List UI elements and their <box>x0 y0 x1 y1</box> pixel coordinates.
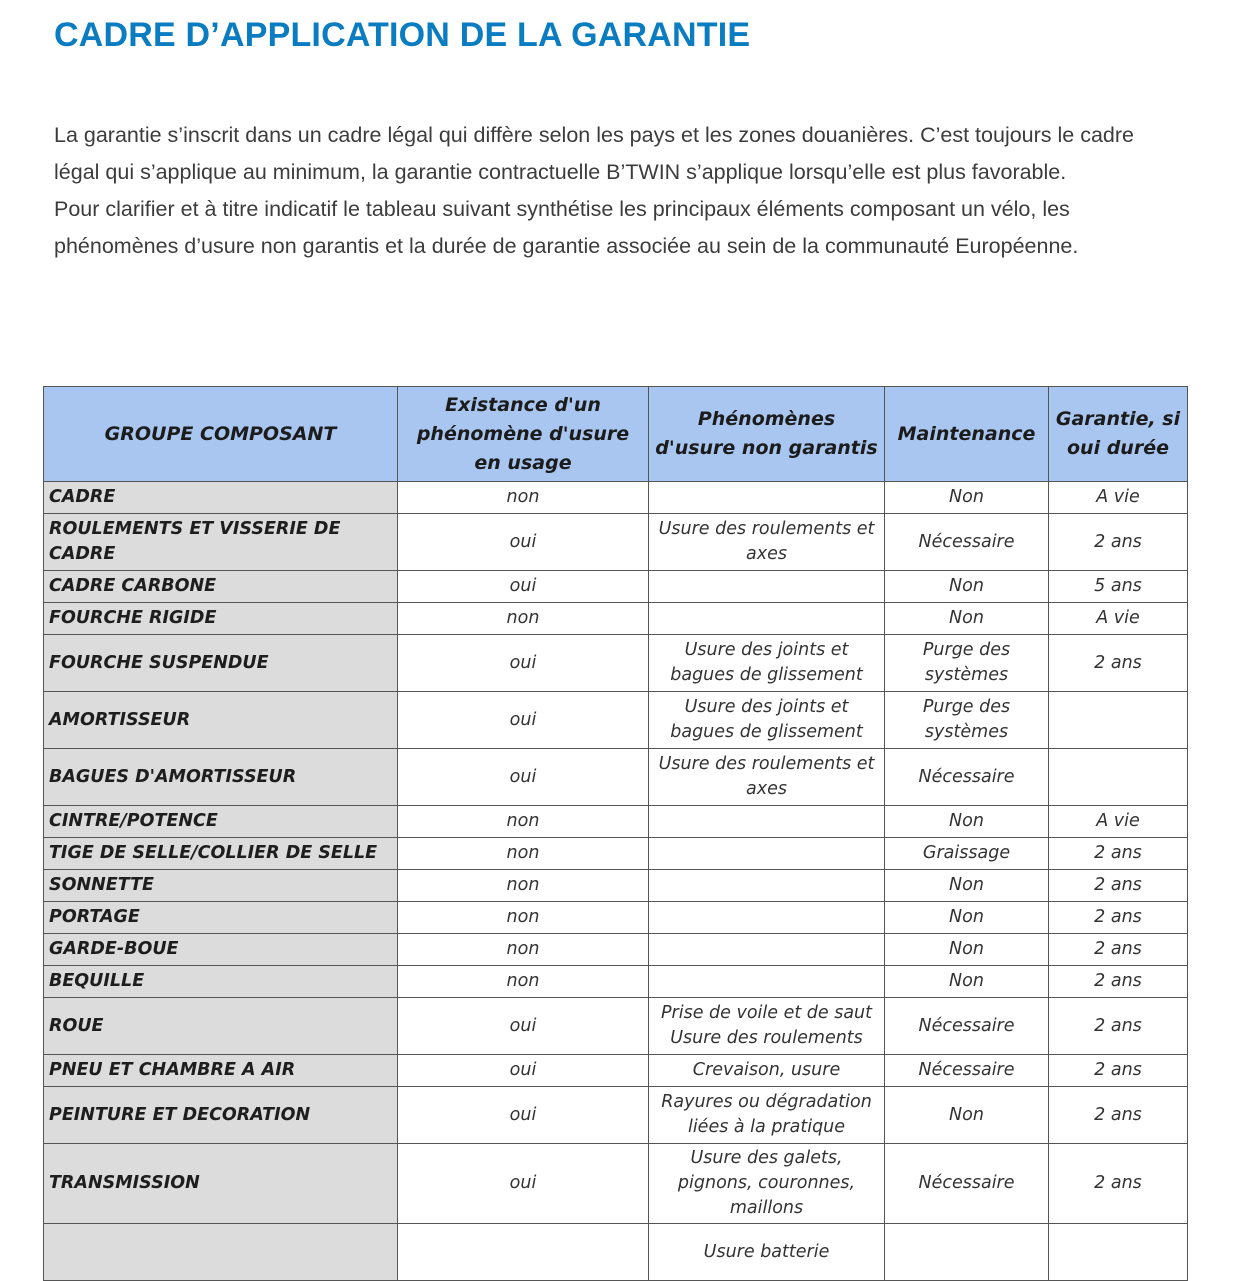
cell-maintenance: Nécessaire <box>885 1144 1049 1224</box>
cell-maintenance: Non <box>885 806 1049 838</box>
table-row <box>44 603 1188 635</box>
cell-maintenance: Nécessaire <box>885 998 1049 1055</box>
cell-existance-usure <box>398 1224 649 1281</box>
cell-phenomenes-usure: Rayures ou dégradation liées à la pratique <box>649 1087 885 1144</box>
cell-garantie: 2 ans <box>1049 1087 1188 1144</box>
table-row <box>44 482 1188 514</box>
cell-groupe-composant: TRANSMISSION <box>44 1144 398 1224</box>
cell-existance-usure: non <box>398 902 649 934</box>
cell-garantie: 2 ans <box>1049 635 1188 692</box>
cell-phenomenes-usure <box>649 838 885 870</box>
cell-maintenance <box>885 1224 1049 1281</box>
cell-maintenance: Non <box>885 870 1049 902</box>
header-maintenance: Maintenance <box>885 387 1049 482</box>
cell-existance-usure: oui <box>398 514 649 571</box>
cell-phenomenes-usure <box>649 934 885 966</box>
cell-groupe-composant: FOURCHE RIGIDE <box>44 603 398 635</box>
cell-groupe-composant: FOURCHE SUSPENDUE <box>44 635 398 692</box>
cell-groupe-composant: CADRE <box>44 482 398 514</box>
table-row <box>44 838 1188 870</box>
cell-garantie: 2 ans <box>1049 902 1188 934</box>
cell-garantie: 2 ans <box>1049 1055 1188 1087</box>
cell-maintenance: Non <box>885 934 1049 966</box>
cell-garantie: 5 ans <box>1049 571 1188 603</box>
cell-existance-usure: oui <box>398 571 649 603</box>
table-row <box>44 692 1188 749</box>
header-garantie: Garantie, si oui durée <box>1049 387 1188 482</box>
cell-groupe-composant: CADRE CARBONE <box>44 571 398 603</box>
cell-garantie: 2 ans <box>1049 966 1188 998</box>
table-row <box>44 635 1188 692</box>
cell-phenomenes-usure <box>649 806 885 838</box>
cell-maintenance: Nécessaire <box>885 749 1049 806</box>
cell-garantie: 2 ans <box>1049 838 1188 870</box>
page-title: CADRE D’APPLICATION DE LA GARANTIE <box>54 16 751 54</box>
table-row <box>44 966 1188 998</box>
cell-existance-usure: non <box>398 806 649 838</box>
table-row <box>44 1055 1188 1087</box>
cell-phenomenes-usure: Usure des joints et bagues de glissement <box>649 692 885 749</box>
cell-groupe-composant: TIGE DE SELLE/COLLIER DE SELLE <box>44 838 398 870</box>
cell-groupe-composant: BAGUES D'AMORTISSEUR <box>44 749 398 806</box>
cell-groupe-composant: GARDE-BOUE <box>44 934 398 966</box>
table-row <box>44 934 1188 966</box>
cell-existance-usure: non <box>398 603 649 635</box>
cell-garantie <box>1049 749 1188 806</box>
cell-maintenance: Graissage <box>885 838 1049 870</box>
warranty-table <box>43 386 1188 1281</box>
table-row <box>44 902 1188 934</box>
table-row <box>44 1087 1188 1144</box>
cell-garantie: 2 ans <box>1049 514 1188 571</box>
cell-garantie: A vie <box>1049 603 1188 635</box>
cell-groupe-composant: BEQUILLE <box>44 966 398 998</box>
cell-phenomenes-usure <box>649 571 885 603</box>
cell-phenomenes-usure: Usure des roulements et axes <box>649 514 885 571</box>
cell-phenomenes-usure: Usure des roulements et axes <box>649 749 885 806</box>
cell-maintenance: Purge des systèmes <box>885 635 1049 692</box>
cell-maintenance: Non <box>885 1087 1049 1144</box>
cell-groupe-composant: AMORTISSEUR <box>44 692 398 749</box>
cell-phenomenes-usure <box>649 966 885 998</box>
cell-existance-usure: oui <box>398 998 649 1055</box>
table-row <box>44 870 1188 902</box>
cell-existance-usure: non <box>398 482 649 514</box>
cell-garantie <box>1049 692 1188 749</box>
cell-groupe-composant: PEINTURE ET DECORATION <box>44 1087 398 1144</box>
table-row <box>44 1144 1188 1224</box>
table-row <box>44 571 1188 603</box>
header-phenomenes-usure: Phénomènes d'usure non garantis <box>649 387 885 482</box>
cell-garantie: A vie <box>1049 806 1188 838</box>
cell-existance-usure: oui <box>398 1144 649 1224</box>
cell-groupe-composant: SONNETTE <box>44 870 398 902</box>
table-header-row <box>44 387 1188 482</box>
header-groupe-composant: GROUPE COMPOSANT <box>44 387 398 482</box>
cell-maintenance: Nécessaire <box>885 514 1049 571</box>
cell-groupe-composant <box>44 1224 398 1281</box>
table-row <box>44 998 1188 1055</box>
header-existance-usure: Existance d'un phénomène d'usure en usage <box>398 387 649 482</box>
cell-existance-usure: non <box>398 870 649 902</box>
cell-garantie <box>1049 1224 1188 1281</box>
cell-maintenance: Purge des systèmes <box>885 692 1049 749</box>
cell-existance-usure: non <box>398 838 649 870</box>
cell-existance-usure: oui <box>398 749 649 806</box>
cell-phenomenes-usure <box>649 603 885 635</box>
cell-groupe-composant: PORTAGE <box>44 902 398 934</box>
cell-existance-usure: oui <box>398 692 649 749</box>
cell-maintenance: Non <box>885 966 1049 998</box>
cell-phenomenes-usure: Crevaison, usure <box>649 1055 885 1087</box>
cell-phenomenes-usure: Usure des joints et bagues de glissement <box>649 635 885 692</box>
intro-text <box>54 117 1184 265</box>
table-row <box>44 749 1188 806</box>
cell-groupe-composant: ROULEMENTS ET VISSERIE DE CADRE <box>44 514 398 571</box>
intro-paragraph-2: Pour clarifier et à titre indicatif le tableau suivant synthétise les principaux éléments composant un vélo, les phénomènes d’usure non garantis et la durée de garantie associée au sein de la communauté Européenne. <box>54 197 1079 258</box>
warranty-table-container <box>43 386 1187 1281</box>
cell-groupe-composant: ROUE <box>44 998 398 1055</box>
cell-maintenance: Non <box>885 603 1049 635</box>
cell-groupe-composant: CINTRE/POTENCE <box>44 806 398 838</box>
cell-phenomenes-usure <box>649 482 885 514</box>
cell-groupe-composant: PNEU ET CHAMBRE A AIR <box>44 1055 398 1087</box>
cell-garantie: 2 ans <box>1049 1144 1188 1224</box>
cell-phenomenes-usure: Usure des galets, pignons, couronnes, maillons <box>649 1144 885 1224</box>
intro-paragraph-1: La garantie s’inscrit dans un cadre légal qui diffère selon les pays et les zones douanières. C’est toujours le cadre légal qui s’applique au minimum, la garantie contractuelle B’TWIN s’applique lorsqu’elle est plus favorable. <box>54 123 1135 184</box>
cell-existance-usure: non <box>398 934 649 966</box>
cell-garantie: 2 ans <box>1049 870 1188 902</box>
cell-phenomenes-usure <box>649 902 885 934</box>
cell-garantie: 2 ans <box>1049 934 1188 966</box>
table-row <box>44 514 1188 571</box>
cell-phenomenes-usure: Prise de voile et de saut Usure des roulements <box>649 998 885 1055</box>
cell-phenomenes-usure: Usure batterie <box>649 1224 885 1281</box>
cell-existance-usure: oui <box>398 635 649 692</box>
cell-existance-usure: oui <box>398 1087 649 1144</box>
cell-maintenance: Non <box>885 571 1049 603</box>
cell-maintenance: Non <box>885 482 1049 514</box>
cell-phenomenes-usure <box>649 870 885 902</box>
table-body <box>44 482 1188 1281</box>
cell-existance-usure: oui <box>398 1055 649 1087</box>
cell-garantie: 2 ans <box>1049 998 1188 1055</box>
table-row <box>44 806 1188 838</box>
cell-garantie: A vie <box>1049 482 1188 514</box>
cell-maintenance: Non <box>885 902 1049 934</box>
table-row <box>44 1224 1188 1281</box>
cell-existance-usure: non <box>398 966 649 998</box>
cell-maintenance: Nécessaire <box>885 1055 1049 1087</box>
